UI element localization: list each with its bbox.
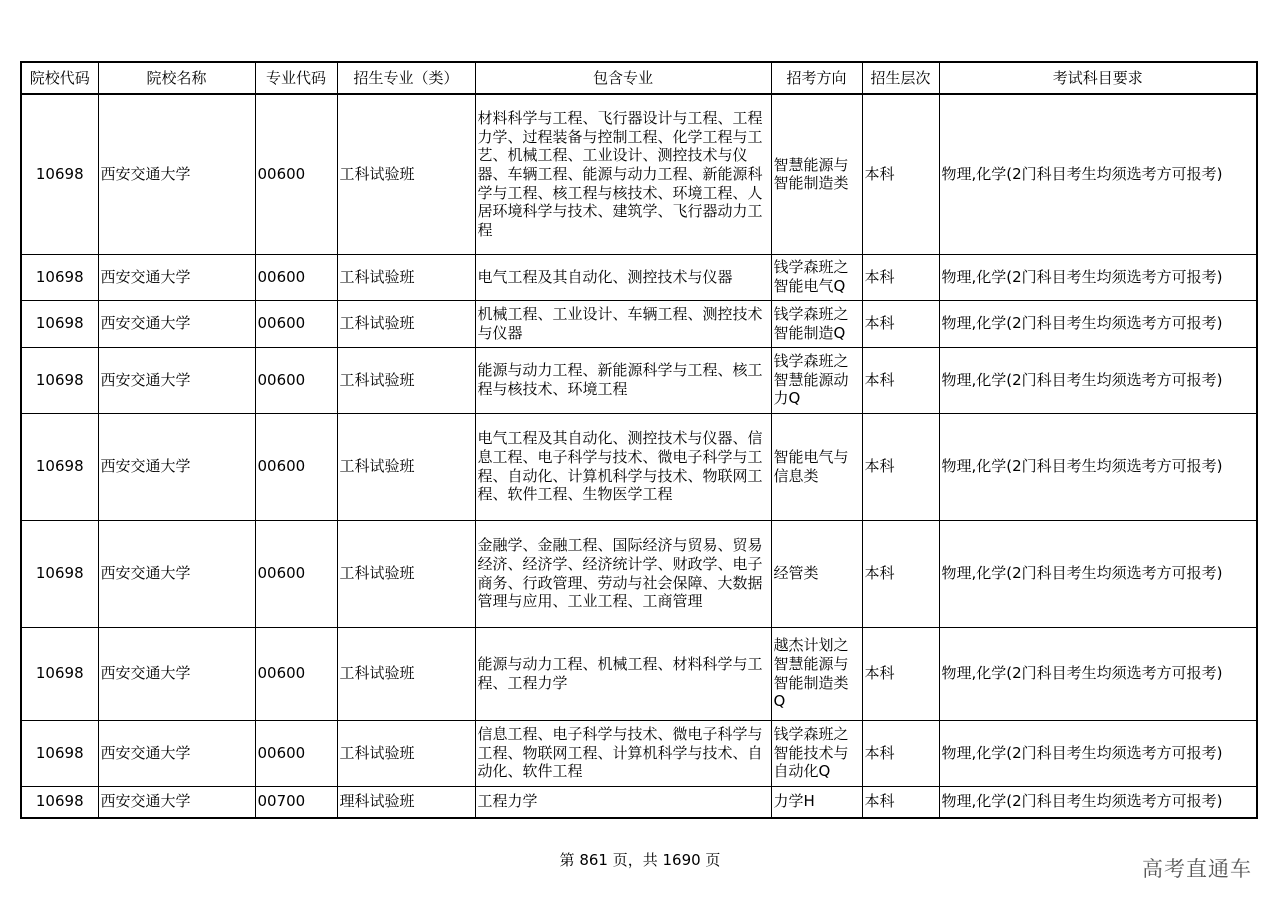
header-school-name: 院校名称 (98, 62, 255, 94)
major-category-cell: 工科试验班 (337, 300, 475, 347)
subject-requirement-cell: 物理,化学(2门科目考生均须选考方可报考) (939, 786, 1257, 818)
major-code-cell: 00600 (255, 720, 337, 786)
watermark-logo: 高考直通车 (1142, 857, 1252, 881)
table-row (21, 786, 1257, 818)
school-name-cell: 西安交通大学 (98, 94, 255, 254)
included-majors-cell: 电气工程及其自动化、测控技术与仪器 (475, 254, 771, 300)
subject-requirement-cell: 物理,化学(2门科目考生均须选考方可报考) (939, 413, 1257, 520)
table-row (21, 300, 1257, 347)
direction-cell: 智慧能源与智能制造类 (771, 94, 862, 254)
included-majors-cell: 能源与动力工程、机械工程、材料科学与工程、工程力学 (475, 627, 771, 720)
direction-cell: 越杰计划之智慧能源与智能制造类Q (771, 627, 862, 720)
included-majors-cell: 工程力学 (475, 786, 771, 818)
school-code-cell: 10698 (21, 347, 98, 413)
direction-cell: 钱学森班之智慧能源动力Q (771, 347, 862, 413)
level-cell: 本科 (862, 94, 939, 254)
school-name-cell: 西安交通大学 (98, 627, 255, 720)
level-cell: 本科 (862, 720, 939, 786)
header-subject-requirement: 考试科目要求 (939, 62, 1257, 94)
direction-cell: 钱学森班之智能技术与自动化Q (771, 720, 862, 786)
school-code-cell: 10698 (21, 786, 98, 818)
major-category-cell: 理科试验班 (337, 786, 475, 818)
direction-cell: 智能电气与信息类 (771, 413, 862, 520)
level-cell: 本科 (862, 413, 939, 520)
major-code-cell: 00600 (255, 300, 337, 347)
table-row (21, 520, 1257, 627)
level-cell: 本科 (862, 254, 939, 300)
header-level: 招生层次 (862, 62, 939, 94)
included-majors-cell: 材料科学与工程、飞行器设计与工程、工程力学、过程装备与控制工程、化学工程与工艺、机械工程、工业设计、测控技术与仪器、车辆工程、能源与动力工程、新能源科学与工程、核工程与核技术、环境工程、人居环境科学与技术、建筑学、飞行器动力工程 (475, 94, 771, 254)
school-code-cell: 10698 (21, 720, 98, 786)
school-name-cell: 西安交通大学 (98, 347, 255, 413)
header-school-code: 院校代码 (21, 62, 98, 94)
major-category-cell: 工科试验班 (337, 347, 475, 413)
school-name-cell: 西安交通大学 (98, 720, 255, 786)
school-code-cell: 10698 (21, 627, 98, 720)
school-code-cell: 10698 (21, 94, 98, 254)
major-code-cell: 00600 (255, 254, 337, 300)
included-majors-cell: 机械工程、工业设计、车辆工程、测控技术与仪器 (475, 300, 771, 347)
school-name-cell: 西安交通大学 (98, 786, 255, 818)
subject-requirement-cell: 物理,化学(2门科目考生均须选考方可报考) (939, 94, 1257, 254)
major-code-cell: 00600 (255, 413, 337, 520)
header-included-majors: 包含专业 (475, 62, 771, 94)
table-row (21, 413, 1257, 520)
table-row (21, 720, 1257, 786)
major-category-cell: 工科试验班 (337, 254, 475, 300)
major-category-cell: 工科试验班 (337, 94, 475, 254)
subject-requirement-cell: 物理,化学(2门科目考生均须选考方可报考) (939, 347, 1257, 413)
major-category-cell: 工科试验班 (337, 413, 475, 520)
major-category-cell: 工科试验班 (337, 627, 475, 720)
major-code-cell: 00600 (255, 627, 337, 720)
major-code-cell: 00600 (255, 94, 337, 254)
included-majors-cell: 信息工程、电子科学与技术、微电子科学与工程、物联网工程、计算机科学与技术、自动化、软件工程 (475, 720, 771, 786)
level-cell: 本科 (862, 300, 939, 347)
level-cell: 本科 (862, 786, 939, 818)
major-category-cell: 工科试验班 (337, 720, 475, 786)
included-majors-cell: 能源与动力工程、新能源科学与工程、核工程与核技术、环境工程 (475, 347, 771, 413)
subject-requirement-cell: 物理,化学(2门科目考生均须选考方可报考) (939, 520, 1257, 627)
table-row (21, 254, 1257, 300)
direction-cell: 经管类 (771, 520, 862, 627)
page-number: 第 861 页，共 1690 页 (559, 851, 721, 869)
subject-requirement-cell: 物理,化学(2门科目考生均须选考方可报考) (939, 300, 1257, 347)
included-majors-cell: 金融学、金融工程、国际经济与贸易、贸易经济、经济学、经济统计学、财政学、电子商务、行政管理、劳动与社会保障、大数据管理与应用、工业工程、工商管理 (475, 520, 771, 627)
table-row (21, 94, 1257, 254)
header-major-code: 专业代码 (255, 62, 337, 94)
included-majors-cell: 电气工程及其自动化、测控技术与仪器、信息工程、电子科学与技术、微电子科学与工程、自动化、计算机科学与技术、物联网工程、软件工程、生物医学工程 (475, 413, 771, 520)
school-name-cell: 西安交通大学 (98, 520, 255, 627)
school-name-cell: 西安交通大学 (98, 413, 255, 520)
major-code-cell: 00700 (255, 786, 337, 818)
table-row (21, 627, 1257, 720)
level-cell: 本科 (862, 520, 939, 627)
major-code-cell: 00600 (255, 347, 337, 413)
subject-requirement-cell: 物理,化学(2门科目考生均须选考方可报考) (939, 720, 1257, 786)
major-category-cell: 工科试验班 (337, 520, 475, 627)
school-code-cell: 10698 (21, 520, 98, 627)
major-code-cell: 00600 (255, 520, 337, 627)
direction-cell: 力学H (771, 786, 862, 818)
direction-cell: 钱学森班之智能电气Q (771, 254, 862, 300)
subject-requirement-cell: 物理,化学(2门科目考生均须选考方可报考) (939, 254, 1257, 300)
school-name-cell: 西安交通大学 (98, 254, 255, 300)
level-cell: 本科 (862, 627, 939, 720)
level-cell: 本科 (862, 347, 939, 413)
header-row (21, 62, 1257, 94)
table-row (21, 347, 1257, 413)
admission-table (20, 61, 1258, 819)
direction-cell: 钱学森班之智能制造Q (771, 300, 862, 347)
school-code-cell: 10698 (21, 300, 98, 347)
school-name-cell: 西安交通大学 (98, 300, 255, 347)
subject-requirement-cell: 物理,化学(2门科目考生均须选考方可报考) (939, 627, 1257, 720)
school-code-cell: 10698 (21, 413, 98, 520)
header-major-category: 招生专业（类） (337, 62, 475, 94)
header-direction: 招考方向 (771, 62, 862, 94)
school-code-cell: 10698 (21, 254, 98, 300)
